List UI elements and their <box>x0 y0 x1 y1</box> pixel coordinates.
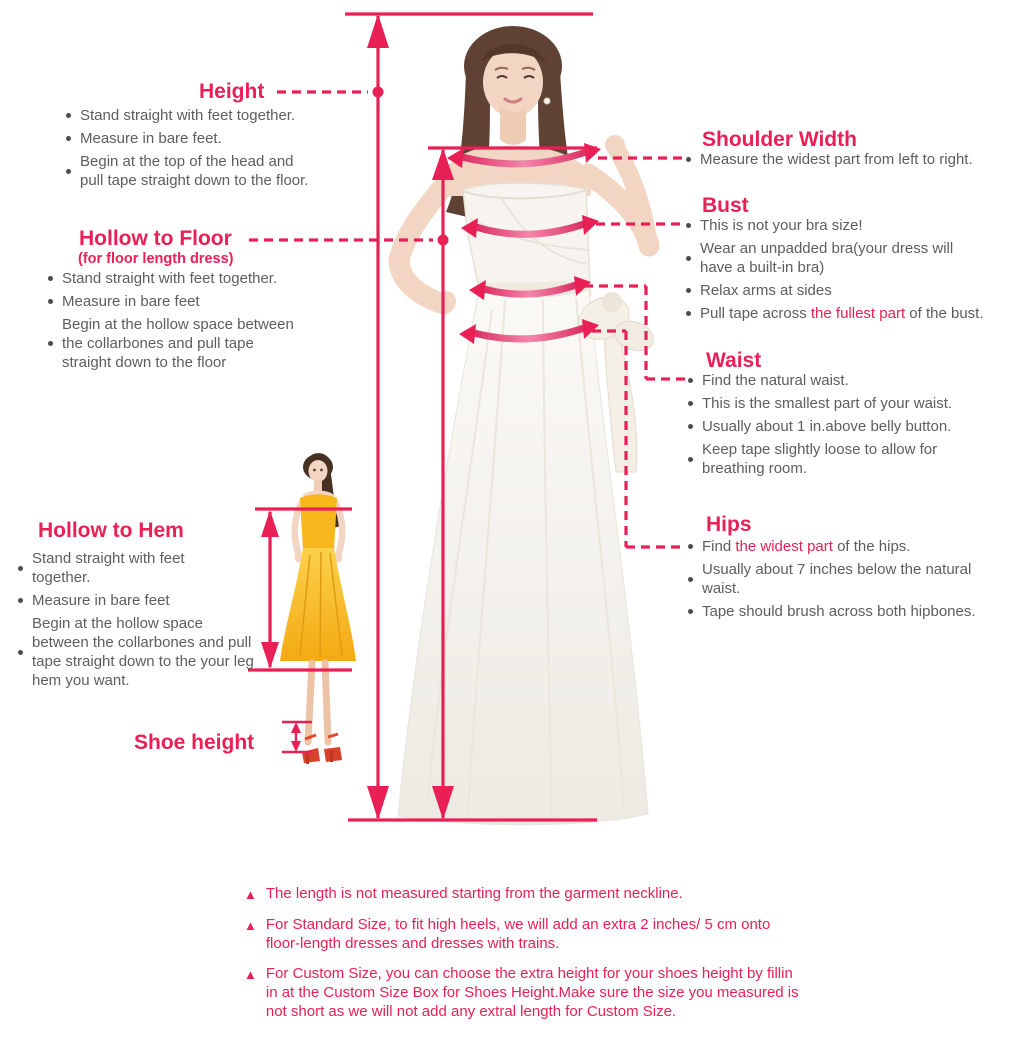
bullet-dot-icon <box>18 650 23 655</box>
instruction-item <box>684 216 1015 235</box>
instruction-item <box>16 591 274 610</box>
bullet-dot-icon <box>688 577 693 582</box>
bust-title: Bust <box>702 194 749 217</box>
waist-title: Waist <box>706 349 762 372</box>
instruction-text: Usually about 1 in.above belly button. <box>702 418 952 435</box>
bullet-dot-icon <box>688 401 693 406</box>
instruction-item <box>686 560 1008 598</box>
instruction-item <box>46 315 318 372</box>
height-instructions <box>64 106 316 190</box>
instruction-text: Measure in bare feet <box>62 293 200 310</box>
instruction-item <box>46 269 318 288</box>
bullet-dot-icon <box>686 311 691 316</box>
instruction-text: Stand straight with feet together. <box>80 107 296 124</box>
instruction-text: This is not your bra size! <box>700 217 863 234</box>
instruction-text: The length is not measured starting from the garment neckline. <box>265 885 683 902</box>
warning-triangle-icon: ▲ <box>244 918 257 933</box>
bullet-dot-icon <box>686 256 691 261</box>
instruction-item <box>686 371 1008 390</box>
hips-instructions <box>686 537 1008 621</box>
instruction-item <box>684 150 1015 169</box>
instruction-text: Find the natural waist. <box>702 372 849 389</box>
instruction-text: Keep tape slightly loose to allow for breathing room. <box>702 441 938 477</box>
shoulder-width-title: Shoulder Width <box>702 128 857 151</box>
instruction-text: Begin at the hollow space between the collarbones and pull tape straight down to the floor <box>62 316 294 371</box>
bullet-dot-icon <box>686 223 691 228</box>
height-connector-dashed <box>277 87 384 98</box>
waist-instructions <box>686 371 1008 478</box>
instruction-text: Measure in bare feet <box>32 592 170 609</box>
instruction-text: For Standard Size, to fit high heels, we will add an extra 2 inches/ 5 cm onto floor-length dresses and dresses with trains. <box>265 916 771 952</box>
instruction-item <box>64 152 316 190</box>
shoulder-width-instructions <box>684 150 1015 169</box>
instruction-text: Stand straight with feet together. <box>62 270 278 287</box>
note-item <box>244 884 846 904</box>
bullet-dot-icon <box>18 598 23 603</box>
instruction-item <box>64 106 316 125</box>
warning-triangle-icon: ▲ <box>244 967 257 982</box>
bullet-dot-icon <box>688 378 693 383</box>
instruction-item <box>686 417 1008 436</box>
model-photo-small <box>280 453 356 764</box>
model-photo-main <box>398 26 658 825</box>
instruction-text: Measure the widest part from left to right. <box>700 151 973 168</box>
instruction-text: Measure in bare feet. <box>80 130 222 147</box>
bullet-dot-icon <box>48 299 53 304</box>
instruction-text: Pull tape across the fullest part of the bust. <box>700 305 984 322</box>
instruction-text: Begin at the top of the head and pull tape straight down to the floor. <box>80 153 309 189</box>
instruction-text: Wear an unpadded bra(your dress will have a built-in bra) <box>700 240 954 276</box>
note-item <box>244 964 846 1021</box>
instruction-item <box>686 394 1008 413</box>
bullet-dot-icon <box>66 136 71 141</box>
bullet-dot-icon <box>688 544 693 549</box>
bullet-dot-icon <box>66 169 71 174</box>
instruction-text: Stand straight with feet together. <box>32 550 185 586</box>
instruction-item <box>684 239 1015 277</box>
bullet-dot-icon <box>688 457 693 462</box>
instruction-item <box>64 129 316 148</box>
instruction-text: Find the widest part of the hips. <box>702 538 911 555</box>
instruction-text: This is the smallest part of your waist. <box>702 395 953 412</box>
bullet-dot-icon <box>686 157 691 162</box>
instruction-item <box>684 281 1015 300</box>
bullet-dot-icon <box>18 566 23 571</box>
instruction-item <box>686 440 1008 478</box>
bullet-dot-icon <box>686 288 691 293</box>
hollow-to-floor-subtitle: (for floor length dress) <box>78 251 234 267</box>
note-item <box>244 915 846 953</box>
hips-title: Hips <box>706 513 752 536</box>
hollow-to-hem-title: Hollow to Hem <box>38 519 184 542</box>
instruction-text: Relax arms at sides <box>700 282 832 299</box>
bullet-dot-icon <box>688 609 693 614</box>
height-title: Height <box>199 80 265 103</box>
notes-list <box>244 884 846 1021</box>
instruction-item <box>684 304 1015 323</box>
hollow-to-hem-instructions <box>16 549 274 690</box>
instruction-item <box>16 614 274 690</box>
bullet-dot-icon <box>688 424 693 429</box>
shoe-height-title: Shoe height <box>134 731 255 754</box>
instruction-item <box>16 549 274 587</box>
instruction-text: Tape should brush across both hipbones. <box>702 603 976 620</box>
bullet-dot-icon <box>48 276 53 281</box>
instruction-text: For Custom Size, you can choose the extra height for your shoes height by fillin in at the Custom Size Box for Shoes Height.Make sure the size you measured is not short as we will not add any extral length for Custom Size. <box>265 965 799 1020</box>
bullet-dot-icon <box>66 113 71 118</box>
hollow-to-floor-title: Hollow to Floor <box>79 227 232 250</box>
instruction-item <box>46 292 318 311</box>
warning-triangle-icon: ▲ <box>244 887 257 902</box>
bust-instructions <box>684 216 1015 323</box>
bullet-dot-icon <box>48 341 53 346</box>
hollow-to-floor-instructions <box>46 269 318 372</box>
instruction-text: Begin at the hollow space between the collarbones and pull tape straight down to the your leg hem you want. <box>32 615 254 689</box>
instruction-item <box>686 602 1008 621</box>
instruction-item <box>686 537 1008 556</box>
instruction-text: Usually about 7 inches below the natural waist. <box>702 561 972 597</box>
